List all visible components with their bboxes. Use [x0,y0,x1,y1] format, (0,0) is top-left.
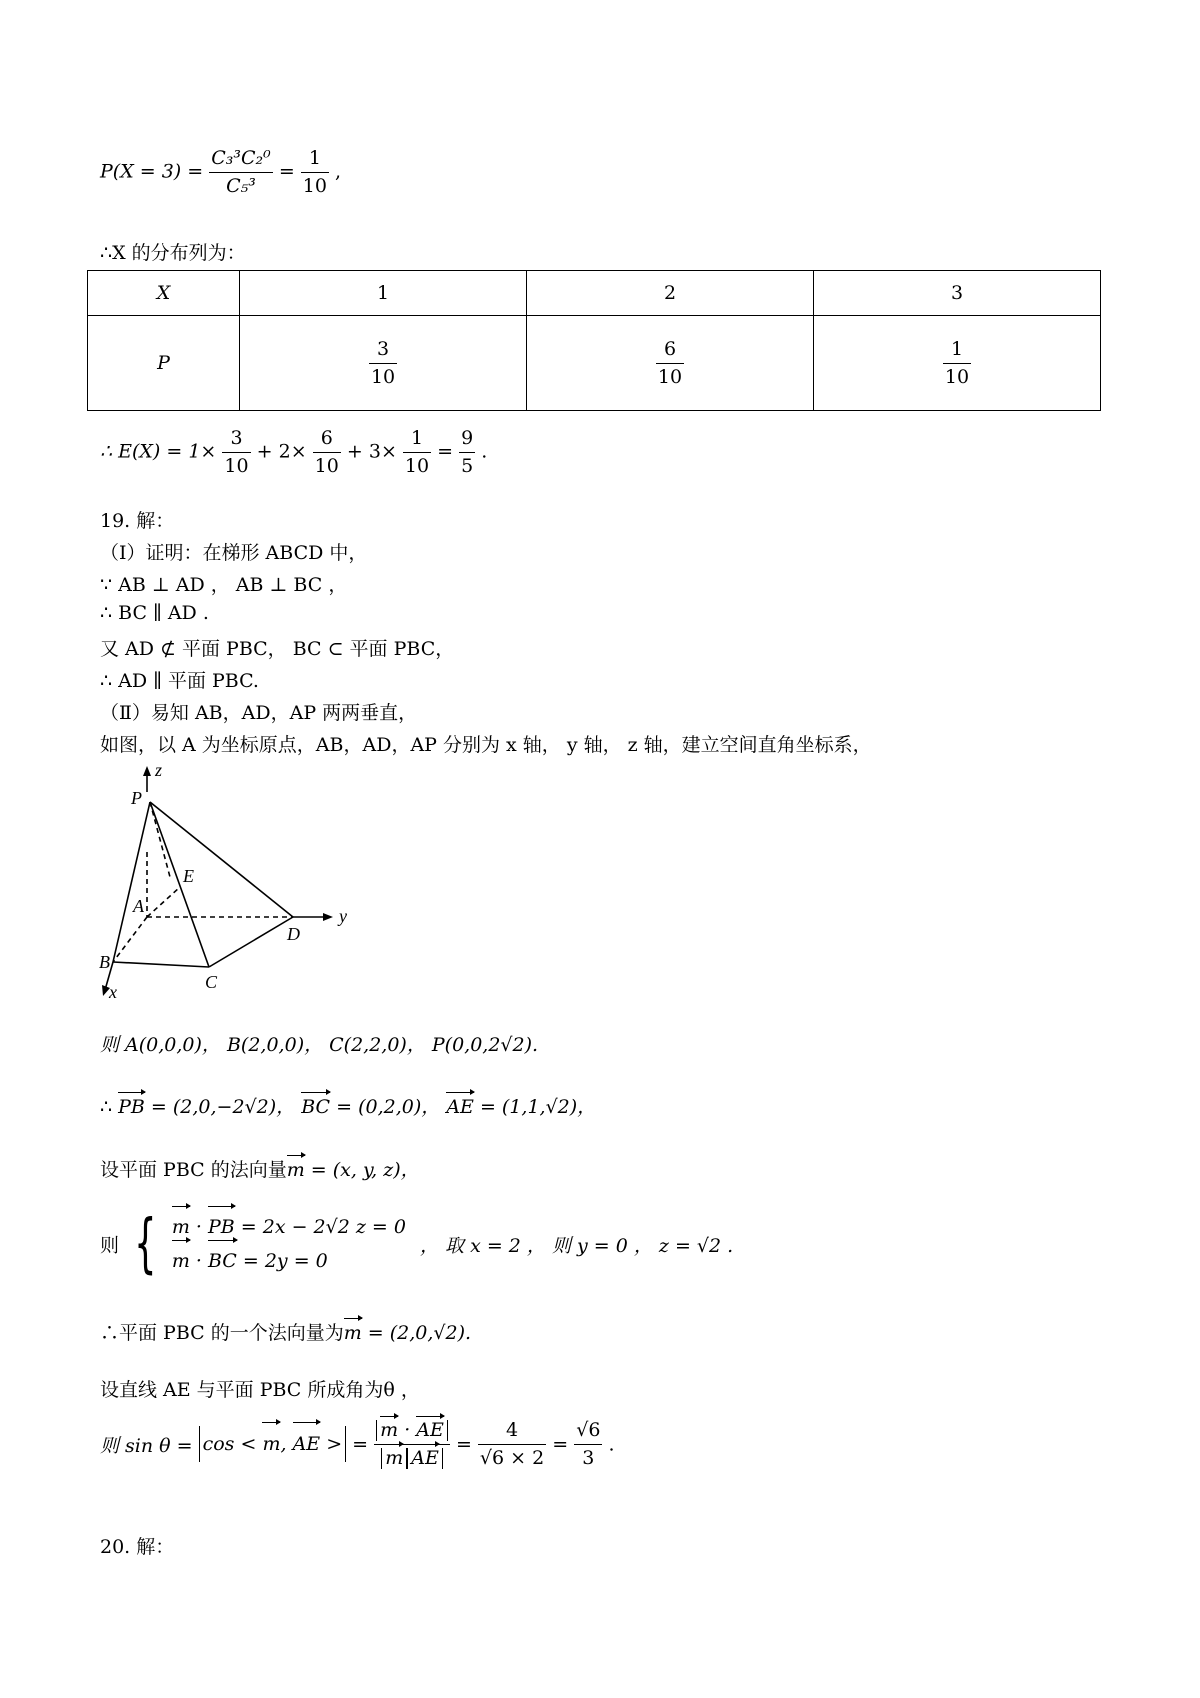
sin-lhs: 则 sin θ = [100,1434,193,1457]
q19-line-3: ∴ BC ∥ AD . [100,602,209,624]
equation-2-rest: = 2y = 0 [236,1250,328,1272]
edge-pd [150,802,293,917]
vec-m: m [172,1210,190,1244]
vec-ae: AE [416,1419,444,1441]
px3-end: , [335,160,342,183]
result-fraction [574,1420,602,1469]
q19-line-4: 又 AD ⊄ 平面 PBC， BC ⊂ 平面 PBC， [100,638,455,660]
y-arrow-icon [323,913,333,921]
table-cell: 1 [240,271,527,316]
vec-pb: PB [118,1096,145,1118]
table-cell [240,316,527,411]
vectors-line [100,1092,596,1119]
table-row [88,316,1101,411]
q19-title: 19. 解： [100,510,175,532]
system-equations [172,1210,406,1278]
exp-plus-3: + 3× [346,440,397,463]
px3-result [301,148,329,197]
vec-m: m [286,1159,305,1181]
vec-ae: AE [411,1446,439,1469]
vec-pb: PB [208,1210,235,1244]
distribution-table [87,270,1101,411]
eq-3: = [552,1433,569,1456]
vec-bc: BC [208,1244,237,1278]
pyramid-figure [95,762,355,1002]
dot: · [398,1419,417,1441]
eq-1: = [352,1433,369,1456]
exp-end: . [481,440,488,463]
exp-frac-2 [313,428,341,477]
frac-den: 10 [314,454,339,477]
cos-abs [199,1426,347,1462]
prob-fraction [656,339,684,388]
px3-numerator: C₃³C₂⁰ [209,148,273,173]
vec-ae: AE [446,1096,474,1118]
value-fraction [478,1420,546,1469]
vec-m: m [380,1419,399,1441]
expectation-formula [100,428,487,477]
exp-lhs: ∴ E(X) = 1× [100,440,217,463]
cos-close: > [326,1433,343,1456]
system-take: ， 取 x = 2 ， 则 y = 0 ， z = √2 . [420,1234,734,1257]
prob-den: 10 [944,365,970,388]
table-cell [814,316,1101,411]
exp-plus-2: + 2× [256,440,307,463]
label-b: B [99,952,110,972]
cos-fraction [374,1420,450,1469]
q19-line-1: （Ⅰ）证明：在梯形 ABCD 中， [100,542,368,564]
frac-den: 5 [461,454,474,477]
exp-frac-3 [403,428,431,477]
prob-fraction [369,339,397,388]
prob-num: 1 [943,339,971,364]
system-then: 则 [100,1234,120,1257]
q19-line-2: ∵ AB ⊥ AD ， AB ⊥ BC ， [100,574,348,596]
vec-pb-value: = (2,0,−2√2)， [144,1096,296,1118]
label-z: z [155,762,163,780]
prob-den: 10 [657,365,683,388]
vec-bc: BC [301,1096,331,1118]
label-y: y [339,906,347,926]
exp-result [459,428,475,477]
table-cell: 3 [814,271,1101,316]
z-arrow-icon [143,766,151,776]
frac-num: 4 [478,1420,546,1445]
px3-formula [100,148,341,197]
edge-bc [113,962,209,967]
normal-intro-value: = (x, y, z)， [304,1159,420,1181]
frac-den: 3 [582,1446,595,1469]
frac-den: √6 × 2 [479,1446,545,1469]
vectors-prefix: ∴ [100,1096,113,1118]
table-cell: P [88,316,240,411]
table-cell: X [88,271,240,316]
table-cell [527,316,814,411]
frac-num: 6 [313,428,341,453]
prob-num: 3 [369,339,397,364]
label-x: x [109,982,117,1002]
prob-den: 10 [370,365,396,388]
equation-2: m · BC = 2y = 0 [172,1244,406,1278]
normal-intro [100,1155,420,1182]
prob-num: 6 [656,339,684,364]
frac-num: 1 [403,428,431,453]
px3-result-num: 1 [301,148,329,173]
cos-comma: , [280,1433,287,1456]
normal-result-value: = (2,0,√2). [361,1322,472,1344]
q19-line-6: （Ⅱ）易知 AB，AD，AP 两两垂直， [100,702,418,724]
ae-dashed [147,887,180,917]
label-c: C [205,972,218,992]
label-e: E [183,866,194,886]
vec-ae: AE [293,1426,321,1462]
frac-den: 10 [404,454,430,477]
equation-system [100,1207,734,1281]
normal-intro-text: 设平面 PBC 的法向量 [100,1159,287,1181]
pe-dashed [150,802,170,877]
exp-frac-1 [222,428,250,477]
vec-m: m [343,1322,362,1344]
label-a: A [133,896,144,916]
brace-icon: { [134,1207,157,1281]
frac-num: 9 [459,428,475,453]
normal-result-text: ∴平面 PBC 的一个法向量为 [100,1322,344,1344]
coordinates-line: 则 A(0,0,0)， B(2,0,0)， C(2,2,0)， P(0,0,2√2). [100,1034,539,1056]
frac-num: 3 [222,428,250,453]
abs-m [381,1448,407,1469]
eq-2: = [455,1433,472,1456]
table-cell: 2 [527,271,814,316]
equation-1: m · PB = 2x − 2√2 z = 0 [172,1210,406,1244]
q19-line-7: 如图，以 A 为坐标原点，AB，AD，AP 分别为 x 轴， y 轴， z 轴，建立空间直角坐标系， [100,734,872,756]
edge-cd [209,917,293,967]
abs-ae [407,1448,443,1469]
q20-title: 20. 解： [100,1536,175,1558]
vec-bc-value: = (0,2,0)， [330,1096,441,1118]
dist-intro: ∴X 的分布列为： [100,242,246,264]
frac-den: 10 [224,454,249,477]
edge-pb [113,802,150,962]
cos-frac-den [374,1445,450,1469]
sin-end: . [608,1433,615,1456]
vec-ae-value: = (1,1,√2)， [473,1096,597,1118]
px3-result-den: 10 [302,174,327,197]
label-p: P [131,788,142,808]
px3-lhs: P(X = 3) = [100,160,204,183]
vec-m: m [385,1446,404,1469]
vec-m: m [262,1426,280,1462]
px3-denominator: C₅³ [226,174,256,197]
px3-eq: = [278,160,295,183]
q19-line-5: ∴ AD ∥ 平面 PBC. [100,670,259,692]
cos-text: cos < [202,1433,257,1456]
label-d: D [287,924,300,944]
sin-formula [100,1420,615,1469]
frac-num: √6 [574,1420,602,1445]
equation-1-rest: = 2x − 2√2 z = 0 [234,1216,406,1238]
normal-result [100,1318,471,1345]
angle-intro: 设直线 AE 与平面 PBC 所成角为θ ， [100,1379,420,1401]
table-row [88,271,1101,316]
exp-eq: = [437,440,454,463]
vec-m: m [172,1244,190,1278]
px3-fraction [209,148,273,197]
abs-num [376,1420,448,1441]
prob-fraction [943,339,971,388]
